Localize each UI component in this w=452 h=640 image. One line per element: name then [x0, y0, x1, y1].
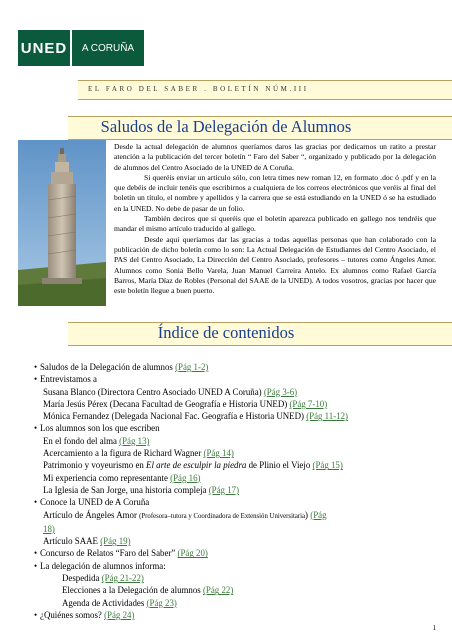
- toc-entry-title: Saludos de la Delegación de alumnos: [40, 362, 176, 372]
- bullet-icon: •: [34, 374, 38, 385]
- toc-page-link[interactable]: (Pág 14): [203, 448, 234, 459]
- toc-entry-title: Artículo SAAE: [43, 536, 101, 547]
- uned-logo: [18, 30, 144, 66]
- toc-entry: [34, 560, 434, 572]
- toc-page-link[interactable]: (Pág 17): [208, 484, 240, 495]
- toc-page-link[interactable]: (Pág 1-2): [175, 362, 209, 372]
- welcome-paragraph: Desde aquí queríamos dar las gracias a todas aquellas personas que han colaborado con la publicación de dicho boletín como lo son: La Actual Delegación de Estudiantes del Centro Asociado, el PAS del Centro Asociado, La Dirección del Centro Asociado, profesores – tutores como Ángeles Amor. Alumnos como Sonia Bello Varela, Juan Manuel Carreira Antelo. Ex alumnos como Rafael García Barros, María Díaz de Robles (Personal del SAAE de la UNED). A todos vosotros, gracias por hacer que este boletín llegue a buen puerto.: [114, 234, 436, 296]
- toc-entry-continuation: [34, 523, 434, 535]
- toc-page-link[interactable]: (Pág 21-22): [101, 573, 144, 584]
- toc-entry-title: Susana Blanco (Directora Centro Asociado UNED A Coruña): [43, 386, 264, 397]
- toc-entry: [34, 597, 434, 609]
- welcome-paragraph: Desde la actual delegación de alumnos queríamos daros las gracias por dedicarnos un ratito a prestar atención a la publicación del tercer boletín “ Faro del Saber “, organizado y publicado por la delegación de alumnos del Centro Asociado de la UNED de A Coruña.: [114, 142, 436, 172]
- toc-entry-suffix: ): [305, 509, 311, 520]
- toc-entry: [34, 484, 434, 496]
- table-of-contents: [34, 361, 434, 621]
- toc-page-link[interactable]: (Pág 20): [177, 548, 208, 559]
- toc-page-link[interactable]: (Pág 15): [312, 460, 343, 471]
- bulletin-header-text: EL FARO DEL SABER . BOLETÍN NÚM.III: [88, 85, 309, 93]
- welcome-text: [114, 142, 436, 296]
- toc-entry: [34, 447, 434, 459]
- logo-city-text: A CORUÑA: [72, 30, 144, 66]
- bullet-icon: •: [34, 548, 38, 559]
- toc-page-link[interactable]: (Pág 13): [119, 435, 150, 446]
- section2-title: Índice de contenidos: [157, 323, 295, 342]
- toc-entry: [34, 373, 434, 385]
- toc-page-link[interactable]: (Pág 7-10): [289, 398, 328, 409]
- toc-entry-title: Entrevistamos a: [40, 374, 97, 385]
- toc-page-link[interactable]: (Pág: [310, 509, 327, 520]
- bullet-icon: •: [34, 423, 38, 434]
- toc-entry-title: La delegación de alumnos informa:: [40, 560, 166, 571]
- toc-entry: [34, 410, 434, 422]
- toc-entry-title: Patrimonio y voyeurismo en: [43, 460, 147, 471]
- toc-entry: [34, 459, 434, 471]
- toc-entry-title: Artículo de Ángeles Amor: [43, 509, 140, 520]
- toc-entry-title: En el fondo del alma: [43, 435, 120, 446]
- toc-entry-note: (Profesora–tutora y Coordinadora de Extensión Universitaria: [139, 512, 306, 520]
- tower-of-hercules-photo: [18, 140, 106, 306]
- toc-page-link[interactable]: (Pág 19): [100, 536, 131, 547]
- section1-title: Saludos de la Delegación de Alumnos: [100, 117, 352, 136]
- toc-entry: [34, 509, 434, 523]
- toc-entry-title: Los alumnos son los que escriben: [40, 423, 160, 434]
- toc-page-link[interactable]: 18): [43, 523, 55, 534]
- toc-entry: [34, 547, 434, 559]
- toc-entry-italic-title: El arte de esculpir la piedra: [146, 460, 247, 471]
- toc-entry-title: Mónica Fernandez (Delegada Nacional Fac. Geografía e Historia UNED): [43, 411, 307, 422]
- toc-entry-title: ¿Quiénes somos?: [40, 609, 105, 620]
- bullet-icon: •: [34, 497, 38, 508]
- bullet-icon: •: [34, 362, 38, 372]
- welcome-paragraph: También deciros que si queréis que el boletín aparezca publicado en gallego nos tendréis que mandar el mismo artículo traducido al gallego.: [114, 214, 436, 234]
- toc-entry-title: Conoce la UNED de A Coruña: [40, 497, 150, 508]
- toc-entry: [34, 609, 434, 621]
- toc-entry: [34, 535, 434, 547]
- toc-page-link[interactable]: (Pág 24): [104, 609, 135, 620]
- toc-entry-title: Concurso de Relatos “Faro del Saber”: [40, 548, 178, 559]
- toc-entry-title: María Jesús Pérex (Decana Facultad de Geografía e Historia UNED): [43, 398, 290, 409]
- toc-entry-title: Elecciones a la Delegación de alumnos: [62, 585, 203, 596]
- toc-entry-title: Agenda de Actividades: [62, 597, 147, 608]
- toc-page-link[interactable]: (Pág 23): [146, 597, 177, 608]
- toc-entry-suffix: de Plinio el Viejo: [246, 460, 313, 471]
- logo-uned-text: UNED: [18, 30, 70, 66]
- toc-entry: [34, 435, 434, 447]
- toc-entry: [34, 584, 434, 596]
- toc-entry-title: Mi experiencia como representante: [43, 472, 171, 483]
- toc-entry-title: La Iglesia de San Jorge, una historia compleja: [43, 484, 209, 495]
- toc-entry: [34, 472, 434, 484]
- page-number: 1: [432, 624, 436, 632]
- welcome-paragraph: Si queréis enviar un artículo sólo, con letra times new roman 12, en formato .doc ó .pdf y en la que debéis de incluir tenéis que escribirnos a cualquiera de los correos electrónicos que veréis al final del boletín un título, el nombre y apellidos y la carrera que se está estudiando en la UNED ó se ha estudiado en la UNED. No debe de pasar de un folio.: [114, 172, 436, 213]
- toc-entry-title: Despedida: [62, 573, 102, 584]
- toc-entry-title: Acercamiento a la figura de Richard Wagner: [43, 448, 204, 459]
- bullet-icon: •: [34, 609, 38, 620]
- toc-entry: [34, 422, 434, 434]
- toc-entry: [34, 496, 434, 508]
- toc-page-link[interactable]: (Pág 16): [170, 472, 201, 483]
- toc-page-link[interactable]: (Pág 3-6): [263, 386, 298, 397]
- toc-page-link[interactable]: (Pág 11-12): [306, 411, 349, 422]
- toc-entry: [34, 386, 434, 398]
- toc-page-link[interactable]: (Pág 22): [202, 585, 234, 596]
- toc-entry: [34, 361, 434, 373]
- toc-entry: [34, 398, 434, 410]
- bullet-icon: •: [34, 560, 38, 571]
- toc-entry: [34, 572, 434, 584]
- bulletin-header-band: [78, 80, 452, 100]
